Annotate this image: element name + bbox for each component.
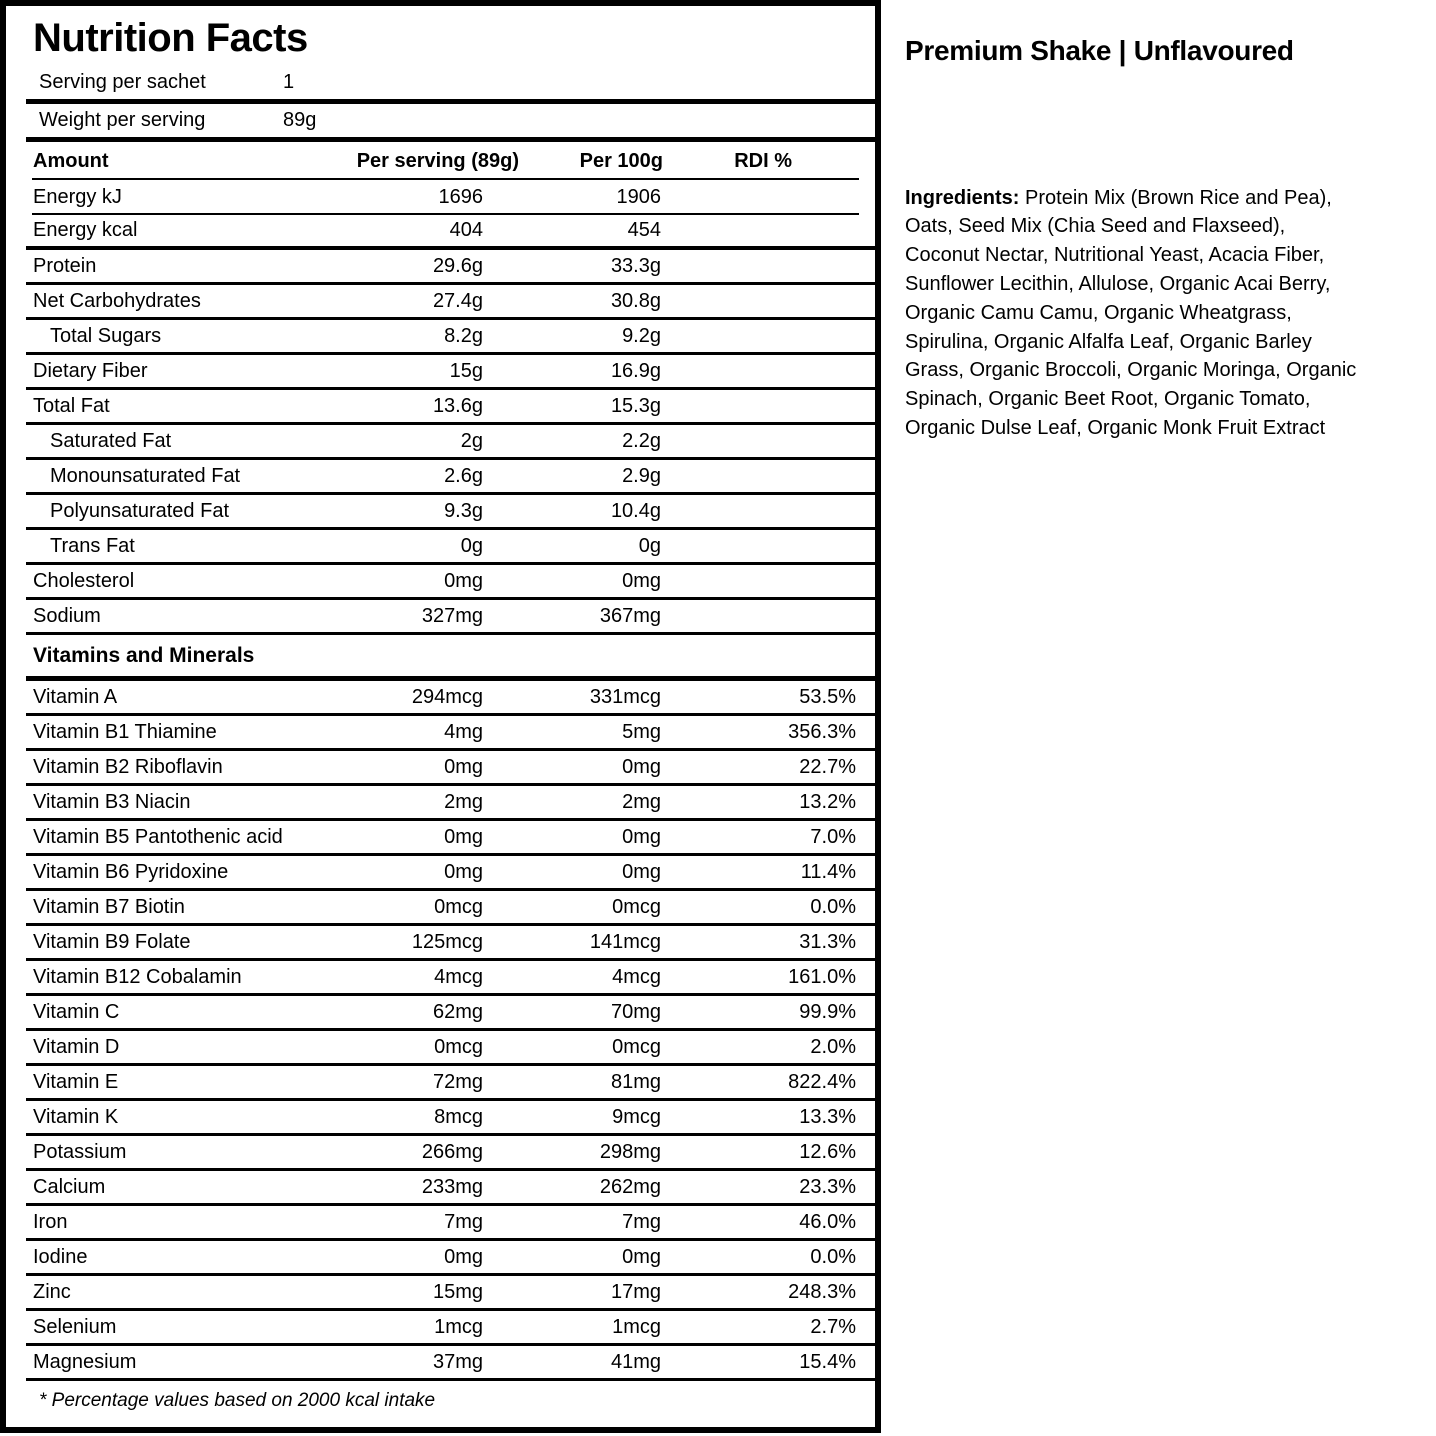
per-serving-value-cell: 404 — [449, 219, 483, 241]
ingredients-paragraph — [905, 184, 1365, 443]
per-serving-value-cell: 29.6g — [432, 254, 483, 277]
per-100g-value-cell: 454 — [627, 219, 661, 241]
nutrient-row — [26, 1171, 875, 1206]
per-100g-value-cell: 0mg — [622, 860, 661, 883]
nutrient-row — [26, 751, 875, 786]
column-headers-row — [26, 142, 875, 180]
rdi-value-cell: 356.3% — [788, 720, 856, 743]
nutrient-name-cell: Monounsaturated Fat — [50, 464, 241, 487]
per-serving-value-cell: 4mg — [444, 720, 483, 743]
weight-per-serving-label: Weight per serving — [39, 109, 206, 131]
nutrient-row — [26, 600, 875, 635]
nutrient-row — [26, 1066, 875, 1101]
per-100g-value-cell: 9.2g — [622, 324, 661, 347]
per-100g-value-cell: 16.9g — [610, 359, 661, 382]
per-100g-value-cell: 0mg — [622, 569, 661, 592]
per-serving-value-cell: 0mcg — [434, 1035, 483, 1058]
nutrient-row — [26, 961, 875, 996]
nutrient-row — [26, 1101, 875, 1136]
nutrient-name-cell: Magnesium — [33, 1350, 137, 1373]
nutrient-name-cell: Iodine — [33, 1245, 88, 1268]
nutrient-name-cell: Vitamin C — [33, 1000, 120, 1023]
per-100g-value-cell: 33.3g — [610, 254, 661, 277]
per-serving-value-cell: 0mcg — [434, 895, 483, 918]
per-serving-value-cell: 0mg — [444, 860, 483, 883]
nutrient-row — [26, 495, 875, 530]
per-100g-value-cell: 10.4g — [610, 499, 661, 522]
amount-column-header: Amount — [33, 149, 109, 172]
per-serving-value-cell: 2g — [460, 429, 483, 452]
rdi-value-cell: 13.2% — [799, 790, 856, 813]
nutrient-row — [26, 996, 875, 1031]
nutrient-name-cell: Iron — [33, 1210, 68, 1233]
product-title: Premium Shake | Unflavoured — [905, 35, 1294, 66]
nutrient-name-cell: Energy kcal — [33, 219, 138, 241]
weight-per-serving-value: 89g — [283, 109, 317, 131]
rdi-value-cell: 11.4% — [800, 860, 856, 883]
nutrient-row — [26, 1206, 875, 1241]
rdi-value-cell: 2.7% — [810, 1315, 856, 1338]
nutrient-row — [26, 355, 875, 390]
nutrient-name-cell: Vitamin B3 Niacin — [33, 790, 191, 813]
rdi-value-cell: 46.0% — [799, 1210, 856, 1233]
per-100g-value-cell: 2.2g — [622, 429, 661, 452]
per-serving-value-cell: 7mg — [444, 1210, 483, 1233]
per-serving-value-cell: 0mg — [444, 825, 483, 848]
nutrient-name-cell: Vitamin E — [33, 1070, 119, 1093]
nutrient-row — [26, 180, 875, 215]
nutrient-row — [26, 681, 875, 716]
per-100g-value-cell: 4mcg — [612, 965, 661, 988]
nutrient-name-cell: Protein — [33, 254, 97, 277]
per-100g-value-cell: 17mg — [610, 1280, 661, 1303]
ingredients-text: Protein Mix (Brown Rice and Pea), Oats, Seed Mix (Chia Seed and Flaxseed), Coconut Nectar, Nutritional Yeast, Acacia Fiber, Sunflower Lecithin, Allulose, Organic Acai Berry, Organic Camu Camu, Organic Wheatgrass, Spirulina, Organic Alfalfa Leaf, Organic Barley Grass, Organic Broccoli, Organic Moringa, Organic Spinach, Organic Beet Root, Organic Tomato, Organic Dulse Leaf, Organic Monk Fruit Extract — [905, 186, 1357, 439]
nutrient-row — [26, 460, 875, 495]
nutrient-name-cell: Net Carbohydrates — [33, 289, 201, 312]
macronutrients-table — [6, 180, 875, 635]
per-serving-value-cell: 0mg — [444, 1245, 483, 1268]
rdi-value-cell: 2.0% — [810, 1035, 856, 1058]
per-100g-value-cell: 0mcg — [612, 895, 661, 918]
nutrient-name-cell: Zinc — [33, 1280, 71, 1303]
per-serving-value-cell: 72mg — [432, 1070, 483, 1093]
nutrient-row — [26, 1136, 875, 1171]
serving-per-sachet-row — [26, 66, 875, 104]
nutrient-name-cell: Cholesterol — [33, 569, 135, 592]
nutrient-name-cell: Vitamin B6 Pyridoxine — [33, 860, 229, 883]
rdi-value-cell: 31.3% — [799, 930, 856, 953]
per-100g-value-cell: 298mg — [599, 1140, 661, 1163]
rdi-value-cell: 0.0% — [810, 895, 856, 918]
nutrient-name-cell: Vitamin B12 Cobalamin — [33, 965, 242, 988]
nutrient-name-cell: Vitamin B5 Pantothenic acid — [33, 825, 283, 848]
rdi-value-cell: 161.0% — [788, 965, 856, 988]
nutrient-name-cell: Total Sugars — [50, 324, 162, 347]
per-serving-value-cell: 8.2g — [444, 324, 483, 347]
nutrient-row — [26, 1031, 875, 1066]
rdi-value-cell: 248.3% — [788, 1280, 856, 1303]
rdi-column-header: RDI % — [734, 149, 792, 172]
per-100g-value-cell: 30.8g — [610, 289, 661, 312]
per-serving-value-cell: 266mg — [421, 1140, 483, 1163]
per-100g-value-cell: 367mg — [599, 604, 661, 627]
per-100g-value-cell: 0mg — [622, 825, 661, 848]
nutrient-name-cell: Vitamin B7 Biotin — [33, 895, 185, 918]
vitamins-minerals-section-title: Vitamins and Minerals — [26, 635, 875, 681]
rdi-value-cell: 822.4% — [788, 1070, 856, 1093]
per-serving-value-cell: 15mg — [432, 1280, 483, 1303]
per-100g-value-cell: 81mg — [610, 1070, 661, 1093]
ingredients-label: Ingredients: — [905, 186, 1020, 209]
per-serving-value-cell: 125mcg — [411, 930, 483, 953]
nutrient-name-cell: Saturated Fat — [50, 429, 172, 452]
per-serving-value-cell: 15g — [449, 359, 483, 382]
per-100g-value-cell: 0g — [638, 534, 661, 557]
vitamins-minerals-table — [6, 681, 875, 1381]
per-serving-value-cell: 0mg — [444, 569, 483, 592]
rdi-value-cell: 0.0% — [810, 1245, 856, 1268]
nutrient-row — [26, 285, 875, 320]
rdi-value-cell: 12.6% — [799, 1140, 856, 1163]
nutrient-row — [26, 1276, 875, 1311]
nutrient-row — [26, 1346, 875, 1381]
serving-per-sachet-value: 1 — [283, 71, 295, 93]
nutrient-name-cell: Calcium — [33, 1175, 106, 1198]
nutrient-row — [26, 425, 875, 460]
nutrient-row — [26, 926, 875, 961]
rdi-value-cell: 22.7% — [799, 755, 856, 778]
nutrient-name-cell: Energy kJ — [33, 186, 122, 208]
per-serving-value-cell: 27.4g — [432, 289, 483, 312]
rdi-footnote: * Percentage values based on 2000 kcal intake — [39, 1390, 436, 1411]
nutrient-name-cell: Vitamin D — [33, 1035, 120, 1058]
per-100g-value-cell: 2mg — [622, 790, 661, 813]
nutrient-name-cell: Vitamin B9 Folate — [33, 930, 191, 953]
nutrient-row — [26, 530, 875, 565]
per-serving-value-cell: 8mcg — [434, 1105, 483, 1128]
nutrient-name-cell: Selenium — [33, 1315, 117, 1338]
rdi-value-cell: 23.3% — [799, 1175, 856, 1198]
per-100g-value-cell: 262mg — [599, 1175, 661, 1198]
per-serving-value-cell: 2.6g — [444, 464, 483, 487]
per-100g-value-cell: 2.9g — [622, 464, 661, 487]
nutrient-name-cell: Trans Fat — [50, 534, 135, 557]
per-100g-value-cell: 0mcg — [612, 1035, 661, 1058]
per-100g-value-cell: 1906 — [616, 186, 661, 208]
per-serving-value-cell: 9.3g — [444, 499, 483, 522]
rdi-value-cell: 99.9% — [799, 1000, 856, 1023]
nutrient-row — [26, 786, 875, 821]
nutrient-name-cell: Vitamin B1 Thiamine — [33, 720, 217, 743]
per-100g-value-cell: 1mcg — [612, 1315, 661, 1338]
per-serving-value-cell: 327mg — [421, 604, 483, 627]
weight-per-serving-row — [26, 104, 875, 142]
nutrient-row — [26, 716, 875, 751]
per-serving-value-cell: 294mcg — [411, 685, 483, 708]
per-100g-value-cell: 141mcg — [589, 930, 661, 953]
per-serving-value-cell: 62mg — [432, 1000, 483, 1023]
per-100g-value-cell: 0mg — [622, 755, 661, 778]
nutrient-row — [26, 565, 875, 600]
per-serving-value-cell: 0g — [460, 534, 483, 557]
per-100g-value-cell: 41mg — [610, 1350, 661, 1373]
rdi-value-cell: 13.3% — [799, 1105, 856, 1128]
per-serving-column-header: Per serving (89g) — [356, 149, 519, 172]
per-serving-value-cell: 0mg — [444, 755, 483, 778]
nutrient-row — [26, 215, 875, 250]
nutrient-row — [26, 856, 875, 891]
per-100g-value-cell: 7mg — [622, 1210, 661, 1233]
per-serving-value-cell: 4mcg — [434, 965, 483, 988]
nutrient-row — [26, 821, 875, 856]
nutrient-name-cell: Potassium — [33, 1140, 127, 1163]
nutrient-name-cell: Polyunsaturated Fat — [50, 499, 229, 522]
per-serving-value-cell: 2mg — [444, 790, 483, 813]
nutrient-name-cell: Vitamin K — [33, 1105, 119, 1128]
per-serving-value-cell: 1mcg — [434, 1315, 483, 1338]
per-serving-value-cell: 233mg — [421, 1175, 483, 1198]
rdi-value-cell: 53.5% — [799, 685, 856, 708]
nutrient-name-cell: Vitamin B2 Riboflavin — [33, 755, 223, 778]
nutrient-row — [26, 250, 875, 285]
nutrient-row — [26, 891, 875, 926]
per-100g-value-cell: 70mg — [610, 1000, 661, 1023]
per-serving-value-cell: 1696 — [438, 186, 483, 208]
per-100g-value-cell: 0mg — [622, 1245, 661, 1268]
product-info-panel — [905, 0, 1365, 443]
per-100g-column-header: Per 100g — [579, 149, 663, 172]
per-100g-value-cell: 331mcg — [589, 685, 661, 708]
per-serving-value-cell: 13.6g — [432, 394, 483, 417]
nutrient-name-cell: Total Fat — [33, 394, 110, 417]
nutrient-name-cell: Vitamin A — [33, 685, 118, 708]
per-serving-value-cell: 37mg — [432, 1350, 483, 1373]
nutrient-row — [26, 390, 875, 425]
nutrient-row — [26, 1311, 875, 1346]
rdi-value-cell: 15.4% — [799, 1350, 856, 1373]
per-100g-value-cell: 5mg — [622, 720, 661, 743]
rdi-value-cell: 7.0% — [810, 825, 856, 848]
per-100g-value-cell: 15.3g — [610, 394, 661, 417]
serving-per-sachet-label: Serving per sachet — [39, 71, 206, 93]
nutrient-row — [26, 1241, 875, 1276]
per-100g-value-cell: 9mcg — [612, 1105, 661, 1128]
nutrient-name-cell: Dietary Fiber — [33, 359, 148, 382]
nutrient-name-cell: Sodium — [33, 604, 101, 627]
nutrition-facts-title: Nutrition Facts — [33, 16, 308, 60]
nutrient-row — [26, 320, 875, 355]
